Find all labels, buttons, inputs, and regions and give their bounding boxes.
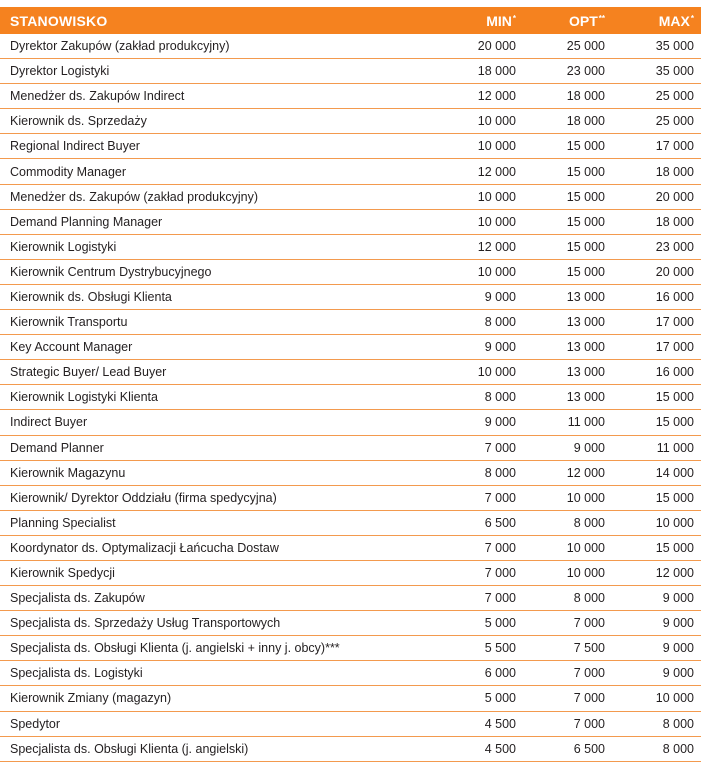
min-cell: 10 000 [429, 259, 523, 284]
position-cell: Specjalista ds. Sprzedaży Usług Transportowych [0, 611, 429, 636]
opt-cell: 25 000 [523, 34, 612, 59]
position-cell: Key Account Manager [0, 335, 429, 360]
min-cell: 5 000 [429, 686, 523, 711]
position-cell: Kierownik ds. Obsługi Klienta [0, 284, 429, 309]
header-max-label: MAX [658, 12, 690, 29]
header-min-label: MIN [486, 12, 512, 29]
table-row [0, 310, 701, 335]
min-cell: 7 000 [429, 586, 523, 611]
max-cell: 17 000 [612, 134, 701, 159]
position-cell: Kierownik/ Dyrektor Oddziału (firma spedycyjna) [0, 485, 429, 510]
max-cell: 9 000 [612, 636, 701, 661]
table-row [0, 661, 701, 686]
table-row [0, 159, 701, 184]
max-cell: 15 000 [612, 385, 701, 410]
table-row [0, 410, 701, 435]
min-cell: 4 500 [429, 711, 523, 736]
position-cell: Kierownik Logistyki [0, 234, 429, 259]
position-cell: Kierownik ds. Sprzedaży [0, 109, 429, 134]
min-cell: 9 000 [429, 284, 523, 309]
opt-cell: 11 000 [523, 410, 612, 435]
opt-cell: 9 000 [523, 435, 612, 460]
min-cell: 9 000 [429, 335, 523, 360]
header-min [429, 7, 523, 34]
min-cell: 7 000 [429, 535, 523, 560]
max-cell: 11 000 [612, 435, 701, 460]
position-cell: Regional Indirect Buyer [0, 134, 429, 159]
position-cell: Kierownik Zmiany (magazyn) [0, 686, 429, 711]
opt-cell: 15 000 [523, 209, 612, 234]
table-row [0, 335, 701, 360]
max-cell: 14 000 [612, 460, 701, 485]
table-row [0, 636, 701, 661]
table-row [0, 485, 701, 510]
header-max [612, 7, 701, 34]
position-cell: Specjalista ds. Zakupów [0, 586, 429, 611]
opt-cell: 7 000 [523, 711, 612, 736]
header-opt-footnote-mark: ** [598, 13, 605, 23]
position-cell: Menedżer ds. Zakupów Indirect [0, 84, 429, 109]
position-cell: Dyrektor Logistyki [0, 59, 429, 84]
max-cell: 9 000 [612, 586, 701, 611]
position-cell: Dyrektor Zakupów (zakład produkcyjny) [0, 34, 429, 59]
table-row [0, 184, 701, 209]
header-opt-label: OPT [568, 12, 598, 29]
header-position [0, 7, 429, 34]
table-header [0, 7, 701, 34]
table-row [0, 510, 701, 535]
min-cell: 7 000 [429, 435, 523, 460]
header-max-footnote-mark: * [690, 13, 694, 23]
position-cell: Strategic Buyer/ Lead Buyer [0, 360, 429, 385]
max-cell: 15 000 [612, 535, 701, 560]
min-cell: 20 000 [429, 34, 523, 59]
max-cell: 15 000 [612, 410, 701, 435]
opt-cell: 15 000 [523, 184, 612, 209]
opt-cell: 8 000 [523, 510, 612, 535]
header-opt [523, 7, 612, 34]
table-row [0, 284, 701, 309]
min-cell: 10 000 [429, 360, 523, 385]
max-cell: 20 000 [612, 184, 701, 209]
max-cell: 17 000 [612, 335, 701, 360]
max-cell: 25 000 [612, 109, 701, 134]
table-row [0, 560, 701, 585]
min-cell: 10 000 [429, 209, 523, 234]
min-cell: 5 000 [429, 611, 523, 636]
max-cell: 9 000 [612, 611, 701, 636]
position-cell: Kierownik Spedycji [0, 560, 429, 585]
position-cell: Indirect Buyer [0, 410, 429, 435]
table-row [0, 34, 701, 59]
max-cell: 18 000 [612, 209, 701, 234]
min-cell: 7 000 [429, 560, 523, 585]
opt-cell: 7 500 [523, 636, 612, 661]
table-row [0, 259, 701, 284]
min-cell: 8 000 [429, 310, 523, 335]
opt-cell: 18 000 [523, 109, 612, 134]
opt-cell: 15 000 [523, 134, 612, 159]
opt-cell: 6 500 [523, 736, 612, 761]
position-cell: Kierownik Magazynu [0, 460, 429, 485]
table-row [0, 586, 701, 611]
header-row [0, 7, 701, 34]
max-cell: 16 000 [612, 284, 701, 309]
opt-cell: 13 000 [523, 310, 612, 335]
opt-cell: 13 000 [523, 360, 612, 385]
position-cell: Demand Planner [0, 435, 429, 460]
position-cell: Specjalista ds. Obsługi Klienta (j. angielski + inny j. obcy)*** [0, 636, 429, 661]
min-cell: 10 000 [429, 134, 523, 159]
opt-cell: 12 000 [523, 460, 612, 485]
table-row [0, 535, 701, 560]
opt-cell: 13 000 [523, 385, 612, 410]
opt-cell: 10 000 [523, 560, 612, 585]
table-row [0, 736, 701, 761]
min-cell: 8 000 [429, 385, 523, 410]
table-row [0, 84, 701, 109]
table-row [0, 59, 701, 84]
table-row [0, 435, 701, 460]
max-cell: 16 000 [612, 360, 701, 385]
opt-cell: 15 000 [523, 159, 612, 184]
min-cell: 18 000 [429, 59, 523, 84]
opt-cell: 10 000 [523, 485, 612, 510]
max-cell: 12 000 [612, 560, 701, 585]
position-cell: Kierownik Logistyki Klienta [0, 385, 429, 410]
max-cell: 9 000 [612, 661, 701, 686]
max-cell: 15 000 [612, 485, 701, 510]
position-cell: Koordynator ds. Optymalizacji Łańcucha Dostaw [0, 535, 429, 560]
opt-cell: 23 000 [523, 59, 612, 84]
table-row [0, 209, 701, 234]
opt-cell: 13 000 [523, 284, 612, 309]
min-cell: 12 000 [429, 234, 523, 259]
max-cell: 35 000 [612, 34, 701, 59]
min-cell: 6 500 [429, 510, 523, 535]
min-cell: 10 000 [429, 109, 523, 134]
max-cell: 23 000 [612, 234, 701, 259]
position-cell: Demand Planning Manager [0, 209, 429, 234]
max-cell: 18 000 [612, 159, 701, 184]
opt-cell: 10 000 [523, 535, 612, 560]
opt-cell: 15 000 [523, 259, 612, 284]
table-row [0, 711, 701, 736]
position-cell: Spedytor [0, 711, 429, 736]
min-cell: 12 000 [429, 159, 523, 184]
position-cell: Kierownik Transportu [0, 310, 429, 335]
table-row [0, 134, 701, 159]
table-row [0, 611, 701, 636]
header-position-label: STANOWISKO [10, 12, 108, 29]
opt-cell: 7 000 [523, 611, 612, 636]
opt-cell: 7 000 [523, 686, 612, 711]
table-row [0, 234, 701, 259]
min-cell: 4 500 [429, 736, 523, 761]
max-cell: 10 000 [612, 686, 701, 711]
opt-cell: 18 000 [523, 84, 612, 109]
max-cell: 8 000 [612, 711, 701, 736]
max-cell: 8 000 [612, 736, 701, 761]
opt-cell: 15 000 [523, 234, 612, 259]
position-cell: Specjalista ds. Obsługi Klienta (j. angielski) [0, 736, 429, 761]
min-cell: 12 000 [429, 84, 523, 109]
position-cell: Planning Specialist [0, 510, 429, 535]
table-row [0, 385, 701, 410]
opt-cell: 7 000 [523, 661, 612, 686]
min-cell: 10 000 [429, 184, 523, 209]
max-cell: 25 000 [612, 84, 701, 109]
table-body [0, 34, 701, 761]
min-cell: 9 000 [429, 410, 523, 435]
header-min-footnote-mark: * [512, 13, 516, 23]
max-cell: 20 000 [612, 259, 701, 284]
table-row [0, 686, 701, 711]
max-cell: 17 000 [612, 310, 701, 335]
min-cell: 6 000 [429, 661, 523, 686]
position-cell: Specjalista ds. Logistyki [0, 661, 429, 686]
opt-cell: 8 000 [523, 586, 612, 611]
min-cell: 7 000 [429, 485, 523, 510]
position-cell: Commodity Manager [0, 159, 429, 184]
table-row [0, 460, 701, 485]
max-cell: 35 000 [612, 59, 701, 84]
table-row [0, 360, 701, 385]
position-cell: Kierownik Centrum Dystrybucyjnego [0, 259, 429, 284]
opt-cell: 13 000 [523, 335, 612, 360]
table-row [0, 109, 701, 134]
max-cell: 10 000 [612, 510, 701, 535]
min-cell: 8 000 [429, 460, 523, 485]
salary-table [0, 7, 701, 762]
position-cell: Menedżer ds. Zakupów (zakład produkcyjny) [0, 184, 429, 209]
min-cell: 5 500 [429, 636, 523, 661]
